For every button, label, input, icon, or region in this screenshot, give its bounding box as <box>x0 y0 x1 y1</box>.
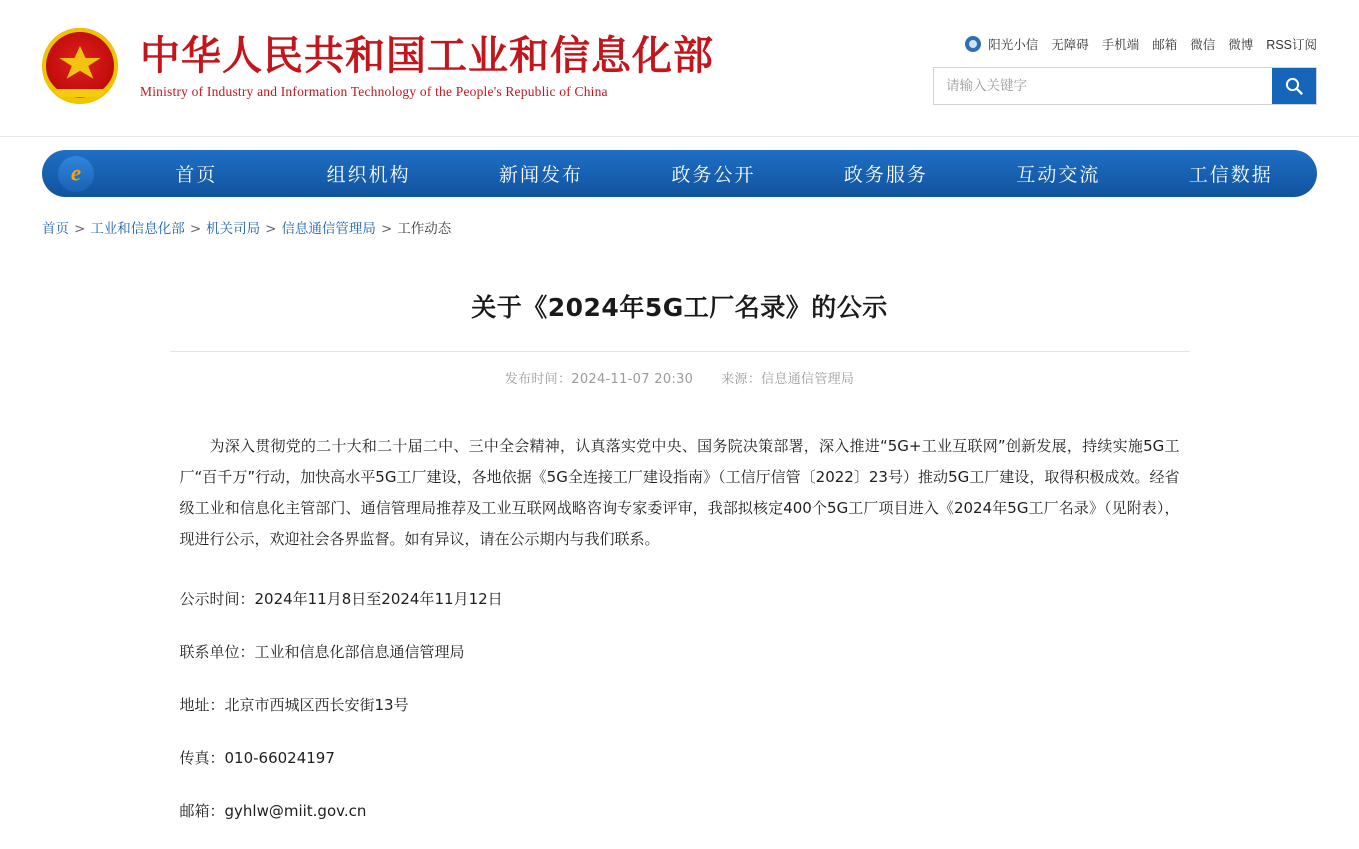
main-nav <box>42 150 1317 197</box>
breadcrumb-item-bureau[interactable]: 信息通信管理局 <box>281 221 376 237</box>
source-label: 来源： <box>721 371 762 387</box>
nav-item-interaction[interactable]: 互动交流 <box>1016 164 1101 186</box>
breadcrumb-separator: > <box>74 221 86 237</box>
miit-e-logo-icon[interactable] <box>58 156 94 192</box>
article-paragraph: 为深入贯彻党的二十大和二十届二中、三中全会精神，认真落实党中央、国务院决策部署，深入推进“5G+工业互联网”创新发展，持续实施5G工厂“百千万”行动，加快高水平5G工厂建设，各地依据《5G全连接工厂建设指南》（工信厅信管〔2022〕23号）推动5G工厂建设，取得积极成效。经省级工业和信息化主管部门、通信管理局推荐及工业互联网战略咨询专家委评审，我部拟核定400个5G工厂项目进入《2024年5G工厂名录》（见附表），现进行公示，欢迎社会各界监督。如有异议，请在公示期内与我们联系。 <box>179 436 1180 549</box>
source-value: 信息通信管理局 <box>761 371 855 387</box>
national-emblem-icon <box>42 28 118 104</box>
nav-item-news[interactable]: 新闻发布 <box>499 164 584 186</box>
sun-icon <box>965 36 981 52</box>
article-paragraph: 联系单位：工业和信息化部信息通信管理局 <box>179 642 465 661</box>
nav-item-services[interactable]: 政务服务 <box>843 164 928 186</box>
breadcrumb <box>0 197 1359 237</box>
article-paragraph: 传真：010-66024197 <box>179 749 335 768</box>
nav-item-organization[interactable]: 组织机构 <box>326 164 411 186</box>
top-link-wechat[interactable]: 微信 <box>1190 38 1216 52</box>
top-link-weibo[interactable]: 微博 <box>1228 38 1254 52</box>
top-link-mobile[interactable]: 手机端 <box>1101 38 1140 52</box>
article-paragraph: 公示时间：2024年11月8日至2024年11月12日 <box>179 589 503 608</box>
article-meta <box>170 352 1190 387</box>
page-title: 关于《2024年5G工厂名录》的公示 <box>471 292 888 322</box>
nav-item-home[interactable]: 首页 <box>175 164 218 186</box>
main-nav-wrap <box>0 150 1359 197</box>
publish-time-label: 发布时间： <box>504 371 572 387</box>
site-header <box>0 0 1359 137</box>
breadcrumb-item-miit[interactable]: 工业和信息化部 <box>90 221 185 237</box>
article-body <box>170 387 1190 828</box>
search-input[interactable] <box>934 68 1272 104</box>
nav-item-data[interactable]: 工信数据 <box>1188 164 1273 186</box>
search-button[interactable] <box>1272 68 1316 104</box>
breadcrumb-item-departments[interactable]: 机关司局 <box>206 221 261 237</box>
top-utility-links <box>965 35 1317 53</box>
publish-time-value: 2024-11-07 20:30 <box>571 371 694 387</box>
search-bar <box>933 67 1317 105</box>
nav-item-government-affairs[interactable]: 政务公开 <box>671 164 756 186</box>
article-paragraph: 邮箱：gyhlw@miit.gov.cn <box>179 802 367 821</box>
breadcrumb-separator: > <box>189 221 202 237</box>
top-link-mail[interactable]: 邮箱 <box>1152 38 1178 52</box>
site-title-en: Ministry of Industry and Information Technology of the People's Republic of China <box>140 83 608 99</box>
top-link-sunshine[interactable]: 阳光小信 <box>988 38 1039 52</box>
top-link-accessibility[interactable]: 无障碍 <box>1051 38 1089 52</box>
article <box>170 237 1190 827</box>
breadcrumb-separator: > <box>380 221 393 237</box>
breadcrumb-item-current: 工作动态 <box>397 221 452 237</box>
breadcrumb-separator: > <box>265 221 277 237</box>
site-title-wrap <box>140 33 714 100</box>
search-icon <box>1284 76 1304 96</box>
article-paragraph: 地址：北京市西城区西长安街13号 <box>179 695 409 714</box>
top-link-rss[interactable]: RSS订阅 <box>1266 38 1317 52</box>
breadcrumb-item-home[interactable]: 首页 <box>42 221 69 237</box>
site-title-cn: 中华人民共和国工业和信息化部 <box>140 32 714 79</box>
site-logo-block[interactable] <box>42 28 714 104</box>
